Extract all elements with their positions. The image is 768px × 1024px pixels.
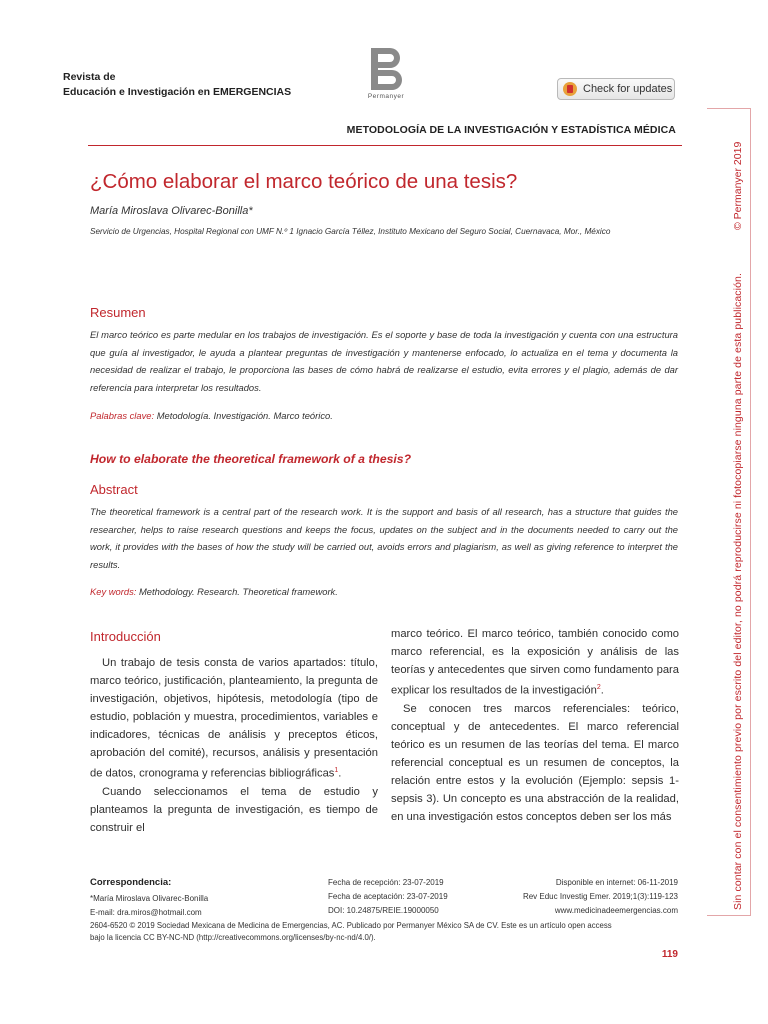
section-label: METODOLOGÍA DE LA INVESTIGACIÓN Y ESTADÍSTICA MÉDICA <box>346 124 676 136</box>
introduccion-heading: Introducción <box>90 629 161 644</box>
accepted-date: Fecha de aceptación: 23-07-2019 <box>328 892 448 901</box>
palabras-clave-label: Palabras clave: <box>90 410 155 421</box>
check-for-updates-label: Check for updates <box>583 83 673 95</box>
palabras-clave-values: Metodología. Investigación. Marco teórico. <box>156 410 333 421</box>
correspondence-email: E-mail: dra.miros@hotmail.com <box>90 908 202 917</box>
doi[interactable]: DOI: 10.24875/REIE.19000050 <box>328 906 439 915</box>
key-words-label: Key words: <box>90 586 137 597</box>
logo-text: Permanyer <box>367 93 405 100</box>
received-date: Fecha de recepción: 23-07-2019 <box>328 878 444 887</box>
journal-line-2: Educación e Investigación en EMERGENCIAS <box>63 86 292 98</box>
online-date: Disponible en internet: 06-11-2019 <box>555 878 678 887</box>
abstract-heading: Abstract <box>90 482 138 497</box>
check-for-updates-button[interactable] <box>557 78 675 100</box>
publication-info <box>523 876 678 918</box>
body-paragraph: marco teórico. El marco teórico, también conocido como marco referencial, es la exposición y análisis de las teorías y antecedentes que sirven como fundamento para explicar los resultados de la investigación$^2$. <box>391 628 679 697</box>
palabras-clave <box>90 410 333 421</box>
correspondence-details <box>90 892 208 920</box>
license-line-1: 2604-6520 © 2019 Sociedad Mexicana de Medicina de Emergencias, AC. Publicado por Permanyer México SA de CV. Este es un artículo open access <box>90 921 612 930</box>
author-name: María Miroslava Olivarec-Bonilla* <box>90 205 253 217</box>
bookmark-icon <box>563 82 577 96</box>
side-notice-frame <box>707 108 751 916</box>
body-column-right <box>391 625 679 826</box>
resumen-text: El marco teórico es parte medular en los trabajos de investigación. Es el soporte y base de toda la investigación y cuenta con una estructura que guía al investigador, le ayuda a plantear preguntas de investigación y mantenerse enfocado, lo actualiza en el tema y documenta la necesidad de realizar el trabajo, le proporciona las bases de cómo habrá de realizarse el estudio, evita errores y el plagio, además de dar referencia para interpretar los resultados. <box>90 329 678 393</box>
reference-link[interactable]: 1 <box>334 767 339 774</box>
key-words <box>90 586 338 597</box>
author-affiliation: Servicio de Urgencias, Hospital Regional con UMF N.º 1 Ignacio García Téllez, Instituto Mexicano del Seguro Social, Cuernavaca, Mor., México <box>90 227 611 236</box>
page-number: 119 <box>661 949 678 960</box>
body-paragraph: Un trabajo de tesis consta de varios apartados: título, marco teórico, justificación, planteamiento, la pregunta de investigación, objetivos, hipótesis, metodología (tipo de estudio, población y muestra, procedimientos, variables e indicadores, técnicas de análisis y preceptos éticos, aprobación del comité), recursos, análisis y presentación de datos, cronograma y referencias bibliográficas$^1$. <box>90 657 378 780</box>
key-words-values: Methodology. Research. Theoretical framework. <box>138 586 338 597</box>
side-copyright: © Permanyer 2019 <box>732 141 744 230</box>
side-copyright-notice: Sin contar con el consentimiento previo por escrito del editor, no podrá reproducirse ni fotocopiarse ninguna parte de esta publicación. <box>732 273 744 910</box>
journal-line-1: Revista de <box>63 71 116 83</box>
body-paragraph: Se conocen tres marcos referenciales: teórico, conceptual y de antecedentes. El marco referencial teórico es un resumen de las teorías del tema. El marco referencial conceptual es un resumen de conceptos, la relación entre estos y la evolución (Ejemplo: sepsis 1-sepsis 3). Un concepto es una abstracción de la realidad, en una investigación estos conceptos deben ser los más <box>391 702 679 823</box>
permanyer-logo-icon <box>368 46 404 92</box>
reference-link[interactable]: 2 <box>596 684 601 691</box>
body-paragraph: Cuando seleccionamos el tema de estudio y planteamos la pregunta de investigación, es tiempo de construir el <box>90 785 378 834</box>
resumen-heading: Resumen <box>90 305 146 320</box>
correspondence-name: *María Miroslava Olivarec-Bonilla <box>90 894 209 903</box>
publisher-logo <box>358 46 414 100</box>
journal-name <box>63 70 291 100</box>
citation: Rev Educ Investig Emer. 2019;1(3):119-123 <box>522 892 678 901</box>
article-dates <box>328 876 448 918</box>
correspondence-heading: Correspondencia: <box>90 877 172 888</box>
license-line-2: bajo la licencia CC BY-NC-ND (http://creativecommons.org/licenses/by-nc-nd/4.0/). <box>90 933 376 942</box>
header-divider <box>88 145 682 146</box>
article-title: ¿Cómo elaborar el marco teórico de una tesis? <box>90 170 518 193</box>
english-title: How to elaborate the theoretical framework of a thesis? <box>90 452 412 466</box>
license-text <box>90 920 682 944</box>
journal-website-link[interactable]: www.medicinadeemergencias.com <box>554 906 678 915</box>
body-column-left <box>90 654 378 837</box>
abstract-text: The theoretical framework is a central part of the research work. It is the support and basis of all research, has a structure that guides the researcher, helps to raise research questions and keeps the focus, updates on the subject and in the documents needed to carry out the work, it provides with the bases of how the study will be carried out, avoids errors and plagiarism, as well as giving reference to interpret the results. <box>90 506 678 570</box>
